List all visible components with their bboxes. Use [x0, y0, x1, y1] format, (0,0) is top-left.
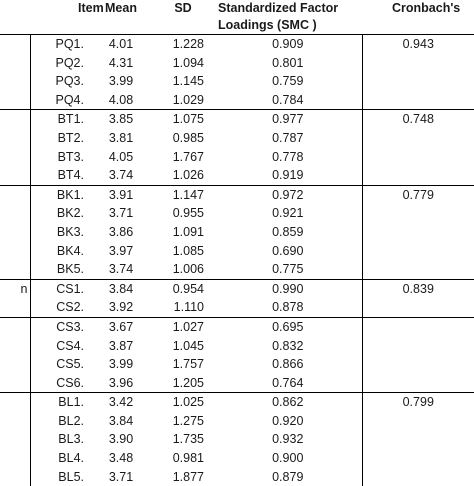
- mean-cell: 3.99: [90, 355, 152, 374]
- table-row: [0, 260, 474, 279]
- construct-label: [0, 355, 30, 374]
- sd-cell: 1.006: [152, 260, 214, 279]
- loading-cell: 0.878: [214, 298, 362, 317]
- construct-label: [0, 35, 30, 54]
- cronbach-cell: [362, 91, 474, 110]
- loading-cell: 0.784: [214, 91, 362, 110]
- item-cell: BL1.: [30, 393, 90, 412]
- table-row: [0, 355, 474, 374]
- mean-cell: 4.05: [90, 148, 152, 167]
- mean-cell: 3.84: [90, 412, 152, 431]
- mean-cell: 3.48: [90, 449, 152, 468]
- mean-cell: 3.92: [90, 298, 152, 317]
- loading-cell: 0.801: [214, 54, 362, 73]
- construct-label: [0, 148, 30, 167]
- table-row: [0, 449, 474, 468]
- mean-cell: 3.85: [90, 110, 152, 129]
- header-loadings: [214, 0, 362, 35]
- sd-cell: 1.027: [152, 317, 214, 336]
- loading-cell: 0.778: [214, 148, 362, 167]
- item-cell: BK1.: [30, 185, 90, 204]
- construct-label: [0, 393, 30, 412]
- sd-cell: 1.026: [152, 166, 214, 185]
- cronbach-cell: [362, 204, 474, 223]
- item-cell: BT3.: [30, 148, 90, 167]
- construct-label: [0, 91, 30, 110]
- construct-label: [0, 412, 30, 431]
- cronbach-cell: 0.839: [362, 279, 474, 298]
- sd-cell: 1.767: [152, 148, 214, 167]
- table-row: [0, 317, 474, 336]
- header-loadings-line1: Standardized Factor: [218, 0, 360, 17]
- mean-cell: 3.90: [90, 430, 152, 449]
- sd-cell: 1.147: [152, 185, 214, 204]
- mean-cell: 3.71: [90, 204, 152, 223]
- construct-label: [0, 298, 30, 317]
- sd-cell: 0.981: [152, 449, 214, 468]
- cronbach-cell: [362, 148, 474, 167]
- loading-cell: 0.759: [214, 72, 362, 91]
- loading-cell: 0.775: [214, 260, 362, 279]
- construct-label: n: [0, 279, 30, 298]
- item-cell: BK2.: [30, 204, 90, 223]
- construct-label: [0, 110, 30, 129]
- mean-cell: 3.67: [90, 317, 152, 336]
- table-row: [0, 204, 474, 223]
- table-row: [0, 166, 474, 185]
- loading-cell: 0.764: [214, 374, 362, 393]
- table-row: [0, 185, 474, 204]
- cronbach-cell: [362, 412, 474, 431]
- construct-label: [0, 223, 30, 242]
- sd-cell: 1.757: [152, 355, 214, 374]
- sd-cell: 1.205: [152, 374, 214, 393]
- loading-cell: 0.832: [214, 337, 362, 356]
- construct-label: [0, 166, 30, 185]
- header-construct: [0, 0, 30, 35]
- loading-cell: 0.862: [214, 393, 362, 412]
- construct-label: [0, 260, 30, 279]
- sd-cell: 1.094: [152, 54, 214, 73]
- loading-cell: 0.690: [214, 242, 362, 261]
- mean-cell: 3.74: [90, 166, 152, 185]
- cronbach-cell: [362, 468, 474, 486]
- table-row: [0, 298, 474, 317]
- item-cell: BL3.: [30, 430, 90, 449]
- construct-label: [0, 430, 30, 449]
- mean-cell: 4.01: [90, 35, 152, 54]
- item-cell: PQ4.: [30, 91, 90, 110]
- cronbach-cell: 0.779: [362, 185, 474, 204]
- loading-cell: 0.920: [214, 412, 362, 431]
- sd-cell: 0.955: [152, 204, 214, 223]
- construct-label: [0, 242, 30, 261]
- cronbach-cell: [362, 298, 474, 317]
- header-row: [0, 0, 474, 35]
- loading-cell: 0.921: [214, 204, 362, 223]
- cronbach-cell: [362, 72, 474, 91]
- cronbach-cell: [362, 430, 474, 449]
- sd-cell: 1.275: [152, 412, 214, 431]
- table-row: [0, 393, 474, 412]
- item-cell: BT1.: [30, 110, 90, 129]
- cronbach-cell: [362, 337, 474, 356]
- construct-label: [0, 317, 30, 336]
- sd-cell: 1.025: [152, 393, 214, 412]
- item-cell: PQ2.: [30, 54, 90, 73]
- sd-cell: 0.985: [152, 129, 214, 148]
- cronbach-cell: 0.799: [362, 393, 474, 412]
- cronbach-cell: [362, 166, 474, 185]
- cronbach-cell: [362, 242, 474, 261]
- table-row: [0, 468, 474, 486]
- loading-cell: 0.990: [214, 279, 362, 298]
- table-row: [0, 337, 474, 356]
- construct-label: [0, 468, 30, 486]
- cronbach-cell: [362, 449, 474, 468]
- construct-label: [0, 185, 30, 204]
- table-row: [0, 148, 474, 167]
- mean-cell: 3.81: [90, 129, 152, 148]
- item-cell: BK3.: [30, 223, 90, 242]
- mean-cell: 3.86: [90, 223, 152, 242]
- loading-cell: 0.977: [214, 110, 362, 129]
- header-loadings-line2: Loadings (SMC ): [218, 17, 360, 34]
- item-cell: PQ3.: [30, 72, 90, 91]
- table-body: [0, 35, 474, 486]
- mean-cell: 3.97: [90, 242, 152, 261]
- item-cell: BL2.: [30, 412, 90, 431]
- table-row: [0, 223, 474, 242]
- sd-cell: 1.091: [152, 223, 214, 242]
- item-cell: CS2.: [30, 298, 90, 317]
- header-item: Item: [30, 0, 90, 35]
- construct-label: [0, 72, 30, 91]
- mean-cell: 4.31: [90, 54, 152, 73]
- sd-cell: 0.954: [152, 279, 214, 298]
- table-row: [0, 129, 474, 148]
- item-cell: BL5.: [30, 468, 90, 486]
- item-cell: CS3.: [30, 317, 90, 336]
- cronbach-cell: [362, 54, 474, 73]
- item-cell: BK5.: [30, 260, 90, 279]
- loading-cell: 0.879: [214, 468, 362, 486]
- construct-label: [0, 337, 30, 356]
- loading-cell: 0.919: [214, 166, 362, 185]
- loading-cell: 0.866: [214, 355, 362, 374]
- cronbach-cell: [362, 355, 474, 374]
- cronbach-cell: [362, 129, 474, 148]
- mean-cell: 3.74: [90, 260, 152, 279]
- header-cronbach: Cronbach's: [362, 0, 474, 35]
- mean-cell: 3.96: [90, 374, 152, 393]
- loading-cell: 0.932: [214, 430, 362, 449]
- table-row: [0, 72, 474, 91]
- table-row: [0, 91, 474, 110]
- loading-cell: 0.787: [214, 129, 362, 148]
- sd-cell: 1.045: [152, 337, 214, 356]
- mean-cell: 3.71: [90, 468, 152, 486]
- cronbach-cell: [362, 374, 474, 393]
- table-row: [0, 430, 474, 449]
- item-cell: BK4.: [30, 242, 90, 261]
- table-row: [0, 374, 474, 393]
- construct-label: [0, 449, 30, 468]
- table-row: [0, 279, 474, 298]
- header-mean: Mean: [90, 0, 152, 35]
- mean-cell: 3.42: [90, 393, 152, 412]
- cronbach-cell: 0.943: [362, 35, 474, 54]
- mean-cell: 3.84: [90, 279, 152, 298]
- sd-cell: 1.228: [152, 35, 214, 54]
- item-cell: BT4.: [30, 166, 90, 185]
- item-cell: CS4.: [30, 337, 90, 356]
- header-sd: SD: [152, 0, 214, 35]
- sd-cell: 1.085: [152, 242, 214, 261]
- sd-cell: 1.029: [152, 91, 214, 110]
- construct-label: [0, 129, 30, 148]
- loading-cell: 0.972: [214, 185, 362, 204]
- sd-cell: 1.877: [152, 468, 214, 486]
- loading-cell: 0.859: [214, 223, 362, 242]
- table-row: [0, 54, 474, 73]
- item-cell: CS1.: [30, 279, 90, 298]
- mean-cell: 3.87: [90, 337, 152, 356]
- item-cell: BL4.: [30, 449, 90, 468]
- cronbach-cell: [362, 260, 474, 279]
- loading-cell: 0.909: [214, 35, 362, 54]
- table-row: [0, 35, 474, 54]
- mean-cell: 3.99: [90, 72, 152, 91]
- sd-cell: 1.075: [152, 110, 214, 129]
- mean-cell: 3.91: [90, 185, 152, 204]
- item-cell: CS5.: [30, 355, 90, 374]
- construct-label: [0, 374, 30, 393]
- item-cell: BT2.: [30, 129, 90, 148]
- sd-cell: 1.735: [152, 430, 214, 449]
- sd-cell: 1.145: [152, 72, 214, 91]
- table-row: [0, 412, 474, 431]
- loading-cell: 0.695: [214, 317, 362, 336]
- table-row: [0, 110, 474, 129]
- loading-cell: 0.900: [214, 449, 362, 468]
- cronbach-cell: [362, 223, 474, 242]
- construct-label: [0, 54, 30, 73]
- sd-cell: 1.110: [152, 298, 214, 317]
- cronbach-cell: 0.748: [362, 110, 474, 129]
- item-cell: CS6.: [30, 374, 90, 393]
- table-row: [0, 242, 474, 261]
- mean-cell: 4.08: [90, 91, 152, 110]
- item-cell: PQ1.: [30, 35, 90, 54]
- cronbach-cell: [362, 317, 474, 336]
- construct-label: [0, 204, 30, 223]
